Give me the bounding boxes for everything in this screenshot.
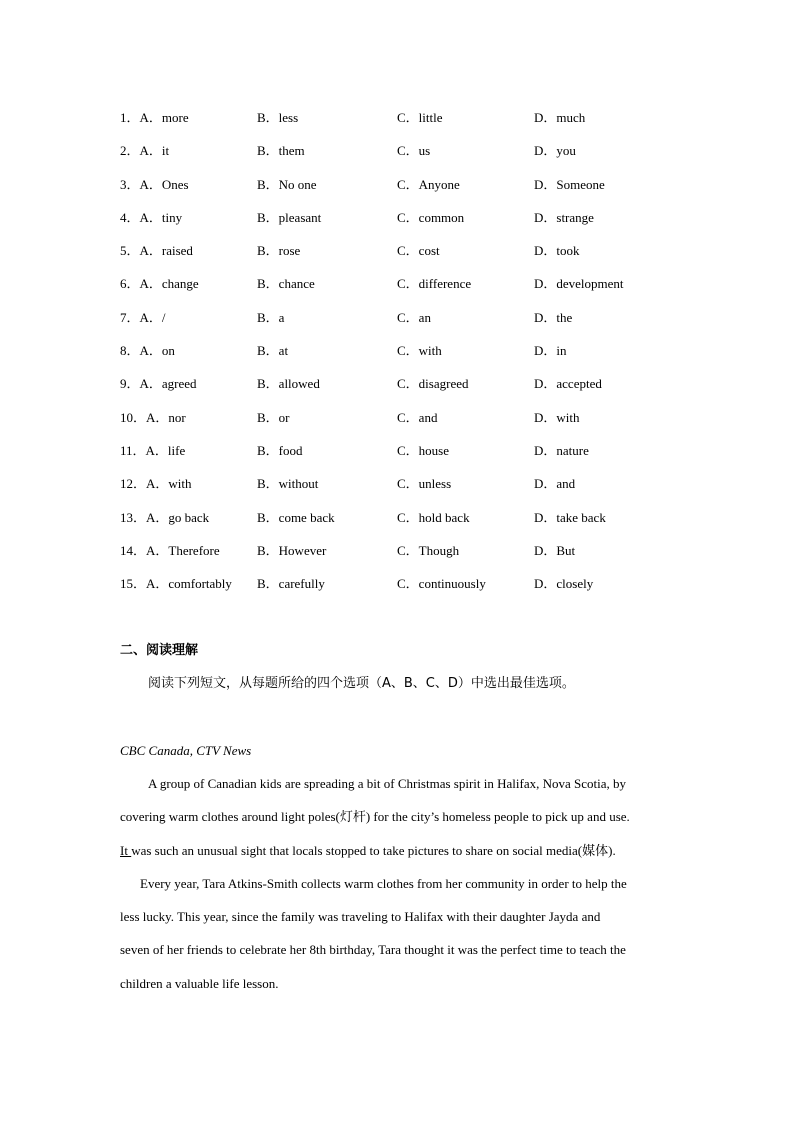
- underlined-word: It: [120, 842, 132, 858]
- passage-line: children a valuable life lesson.: [120, 975, 279, 991]
- option-a: 10．A．nor: [120, 409, 186, 425]
- option-b: B．allowed: [257, 376, 320, 392]
- option-b: B．rose: [257, 243, 301, 259]
- option-c: C．us: [397, 143, 431, 159]
- question-row-3: [120, 175, 680, 208]
- option-d: D．take back: [534, 509, 606, 525]
- option-a: 2．A．it: [120, 143, 170, 159]
- option-a: 13．A．go back: [120, 509, 210, 525]
- option-c: C．house: [397, 442, 450, 458]
- passage-line-text: was such an unusual sight that locals stopped to take pictures to share on social media(媒体).: [131, 842, 616, 858]
- option-b: B．less: [257, 110, 299, 125]
- option-c: C．with: [397, 343, 442, 359]
- option-a: 1．A．more: [120, 110, 189, 125]
- option-b: B．at: [257, 343, 289, 359]
- option-d: D．much: [534, 110, 586, 125]
- option-d: D．took: [534, 243, 580, 259]
- option-c: C．difference: [397, 276, 472, 292]
- option-c: C．hold back: [397, 509, 470, 525]
- question-row-15: [120, 574, 680, 607]
- passage-line: Every year, Tara Atkins-Smith collects warm clothes from her community in order to help the: [140, 875, 627, 891]
- question-row-7: [120, 308, 680, 341]
- option-b: B．pleasant: [257, 209, 322, 225]
- option-a: 7．A．/: [120, 309, 166, 325]
- option-a: 9．A．agreed: [120, 376, 197, 392]
- section-title: 二、阅读理解: [120, 643, 199, 658]
- question-row-13: [120, 508, 680, 541]
- options-list: [120, 108, 680, 607]
- option-d: D．development: [534, 276, 624, 292]
- question-row-14: [120, 541, 680, 574]
- question-row-6: [120, 274, 680, 307]
- question-row-4: [120, 208, 680, 241]
- option-a: 15．A．comfortably: [120, 576, 232, 592]
- option-d: D．closely: [534, 576, 594, 592]
- option-a: 5．A．raised: [120, 243, 193, 259]
- question-row-9: [120, 374, 680, 407]
- option-b: B．without: [257, 476, 319, 492]
- option-b: B．or: [257, 409, 290, 425]
- option-d: D．with: [534, 409, 580, 425]
- option-c: C．unless: [397, 476, 452, 492]
- option-b: B．chance: [257, 276, 315, 292]
- option-d: D．Someone: [534, 176, 605, 192]
- option-a: 4．A．tiny: [120, 209, 183, 225]
- option-c: C．cost: [397, 243, 440, 259]
- passage-line: covering warm clothes around light poles(灯杆) for the city’s homeless people to pick up and use.: [120, 809, 630, 825]
- option-c: C．little: [397, 110, 443, 125]
- option-d: D．the: [534, 309, 573, 325]
- option-c: C．and: [397, 409, 438, 425]
- option-a: 14．A．Therefore: [120, 542, 220, 558]
- question-row-10: [120, 408, 680, 441]
- passage-line: [120, 841, 672, 874]
- question-row-2: [120, 141, 680, 174]
- option-c: C．common: [397, 209, 465, 225]
- option-a: 3．A．Ones: [120, 176, 189, 192]
- passage-line: less lucky. This year, since the family was traveling to Halifax with their daughter Jayda and: [120, 909, 601, 925]
- option-b: B．come back: [257, 509, 335, 525]
- option-a: 12．A．with: [120, 476, 192, 492]
- option-d: D．But: [534, 542, 576, 558]
- passage-body: [120, 774, 672, 1007]
- option-c: C．disagreed: [397, 376, 469, 392]
- option-d: D．you: [534, 143, 576, 159]
- question-row-12: [120, 474, 680, 507]
- option-c: C．an: [397, 309, 431, 325]
- passage-line: seven of her friends to celebrate her 8th birthday, Tara thought it was the perfect time to teach the: [120, 942, 626, 958]
- option-c: C．continuously: [397, 576, 486, 592]
- question-row-8: [120, 341, 680, 374]
- option-a: 8．A．on: [120, 343, 175, 359]
- question-row-11: [120, 441, 680, 474]
- option-a: 6．A．change: [120, 276, 199, 292]
- option-b: B．food: [257, 442, 303, 458]
- option-a: 11．A．life: [120, 442, 186, 458]
- option-b: B．However: [257, 542, 327, 558]
- option-b: B．a: [257, 309, 285, 325]
- section-instruction: 阅读下列短文，从每题所给的四个选项（A、B、C、D）中选出最佳选项。: [148, 676, 575, 691]
- option-d: D．nature: [534, 442, 589, 458]
- option-d: D．in: [534, 343, 567, 359]
- question-row-1: [120, 108, 680, 141]
- option-d: D．and: [534, 476, 576, 492]
- option-c: C．Anyone: [397, 176, 460, 192]
- passage-source: CBC Canada, CTV News: [120, 743, 252, 758]
- question-row-5: [120, 241, 680, 274]
- option-b: B．carefully: [257, 576, 325, 592]
- option-c: C．Though: [397, 542, 460, 558]
- option-b: B．them: [257, 143, 305, 159]
- option-d: D．accepted: [534, 376, 602, 392]
- option-d: D．strange: [534, 209, 594, 225]
- passage-line: A group of Canadian kids are spreading a bit of Christmas spirit in Halifax, Nova Scotia, by: [148, 776, 627, 791]
- option-b: B．No one: [257, 176, 317, 192]
